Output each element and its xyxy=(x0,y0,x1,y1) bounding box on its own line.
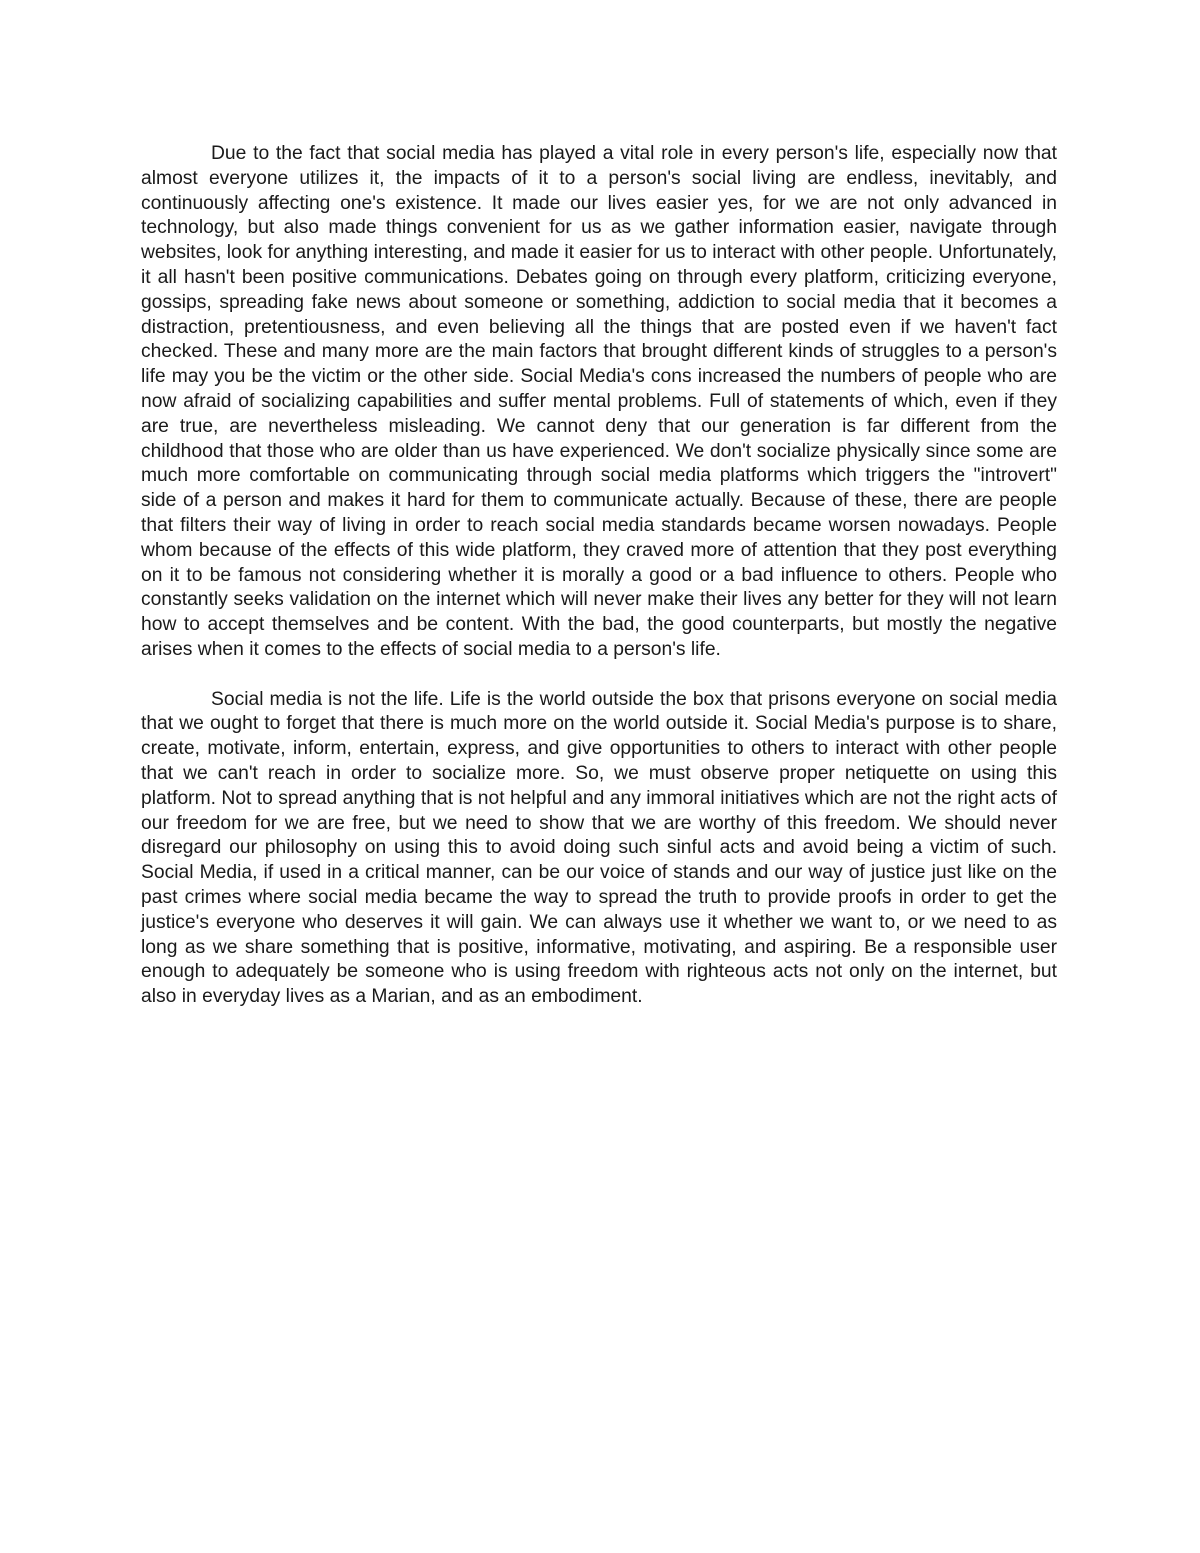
paragraph-2: Social media is not the life. Life is the world outside the box that prisons everyone on social media that we ought to forget that there is much more on the world outside it. Social Media's purpose is to share, create, motivate, inform, entertain, express, and give opportunities to others to interact with other people that we can't reach in order to socialize more. So, we must observe proper netiquette on using this platform. Not to spread anything that is not helpful and any immoral initiatives which are not the right acts of our freedom for we are free, but we need to show that we are worthy of this freedom. We should never disregard our philosophy on using this to avoid doing such sinful acts and avoid being a victim of such. Social Media, if used in a critical manner, can be our voice of stands and our way of justice just like on the past crimes where social media became the way to spread the truth to provide proofs in order to get the justice's everyone who deserves it will gain. We can always use it whether we want to, or we need to as long as we share something that is positive, informative, motivating, and aspiring. Be a responsible user enough to adequately be someone who is using freedom with righteous acts not only on the internet, but also in everyday lives as a Marian, and as an embodiment. xyxy=(141,688,1057,1008)
paragraph-1: Due to the fact that social media has played a vital role in every person's life, especially now that almost everyone utilizes it, the impacts of it to a person's social living are endless, inevitably, and continuously affecting one's existence. It made our lives easier yes, for we are not only advanced in technology, but also made things convenient for us as we gather information easier, navigate through websites, look for anything interesting, and made it easier for us to interact with other people. Unfortunately, it all hasn't been positive communications. Debates going on through every platform, criticizing everyone, gossips, spreading fake news about someone or something, addiction to social media that it becomes a distraction, pretentiousness, and even believing all the things that are posted even if we haven't fact checked. These and many more are the main factors that brought different kinds of struggles to a person's life may you be the victim or the other side. Social Media's cons increased the numbers of people who are now afraid of socializing capabilities and suffer mental problems. Full of statements of which, even if they are true, are nevertheless misleading. We cannot deny that our generation is far different from the childhood that those who are older than us have experienced. We don't socialize physically since some are much more comfortable on communicating through social media platforms which triggers the "introvert" side of a person and makes it hard for them to communicate actually. Because of these, there are people that filters their way of living in order to reach social media standards became worsen nowadays. People whom because of the effects of this wide platform, they craved more of attention that they post everything on it to be famous not considering whether it is morally a good or a bad influence to others. People who constantly seeks validation on the internet which will never make their lives any better for they will not learn how to accept themselves and be content. With the bad, the good counterparts, but mostly the negative arises when it comes to the effects of social media to a person's life. xyxy=(141,143,1057,660)
document-body xyxy=(141,142,1057,1010)
